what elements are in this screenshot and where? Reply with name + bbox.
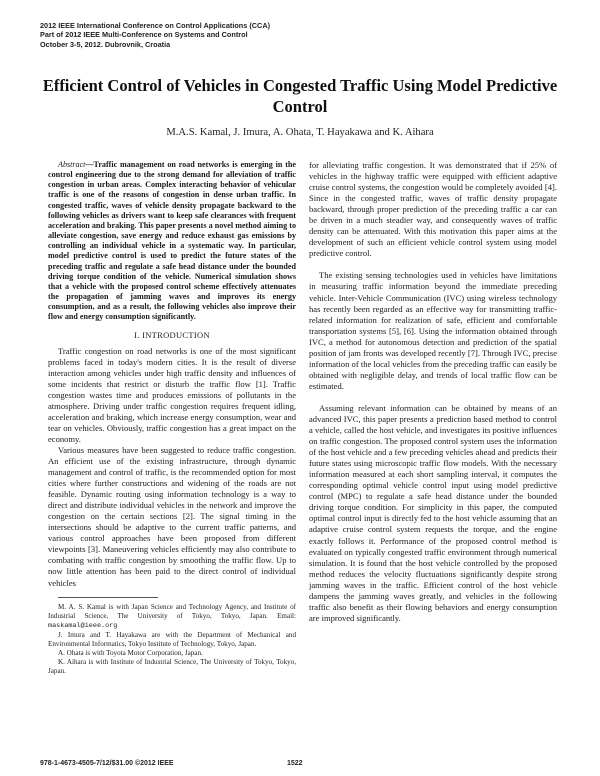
conference-line-1: 2012 IEEE International Conference on Control Applications (CCA) xyxy=(40,21,271,30)
intro-paragraph-2: Various measures have been suggested to reduce traffic congestion. An efficient use of the existing infrastructure, through dynamic management and control of traffic, is the recommended option for most cities where further constructions and widening of the roads are not feasible. Dynamic routing using information technology is a way to direct and distribute individual vehicles in the network and improve the congestion on the certain sections [2]. The signal timing in the intersections should be adaptive to the current traffic patterns, and various control approaches have been proposed from different viewpoints [3]. Maneuvering vehicles efficiently may also contribute to combating with traffic congestion by smoothing the traffic flow. Up to now little attention has been paid to the direct control of individual vehicles xyxy=(48,444,296,588)
abstract-lead: Abstract xyxy=(58,160,86,169)
footnote-4: K. Aihara is with Institute of Industrial Science, The University of Tokyo, Tokyo, Japan. xyxy=(48,658,296,676)
footnote-1 xyxy=(48,603,296,631)
conference-line-3: October 3-5, 2012. Dubrovnik, Croatia xyxy=(40,39,171,49)
author-list: M.A.S. Kamal, J. Imura, A. Ohata, T. Hayakawa and K. Aihara xyxy=(166,127,434,138)
right-paragraph-2: The existing sensing technologies used in vehicles have limitations in measuring traffic information beyond the immediate preceding vehicle. Inter-Vehicle Communication (IVC) using wireless technology has recently been regarded as an effective way for transmitting traffic-related information for realization of safe, efficient and comfortable transportation systems [5], [6]. Using the information obtained through IVC, a method for autonomous detection and prediction of the spatial position of jam fronts was developed recently [7]. Through IVC, precise information of the local vehicles from the preceding traffic can easily be obtained with negligible delay, and trends of local traffic flow can be estimated. xyxy=(309,270,557,391)
right-paragraph-1: for alleviating traffic congestion. It was demonstrated that if 25% of vehicles in the highway traffic were equipped with efficient adaptive cruise control systems, the congestion would be completely avoided [4]. Since in the congested traffic, waves of traffic density propagate backward, through proper prediction of the preceding traffic a car can be driven in a much steadier way, and consequently waves of traffic density can be attenuated. With this motivation this paper aims at the development of such an efficient vehicle control system using model predictive control. xyxy=(309,160,557,259)
paragraph-gap xyxy=(309,259,557,270)
abstract xyxy=(48,160,296,323)
section-heading-introduction: I. INTRODUCTION xyxy=(134,329,210,340)
paragraph-gap xyxy=(309,392,557,403)
footnote-1-text: M. A. S. Kamal is with Japan Science and Technology Agency, and Institute of Industrial Science, The University of Tokyo, Tokyo, Japan. Email: xyxy=(48,602,296,620)
conference-header xyxy=(40,21,560,49)
paper-title: Efficient Control of Vehicles in Congested Traffic Using Model Predictive Control xyxy=(42,76,558,116)
right-column xyxy=(309,160,557,624)
footnote-rule xyxy=(58,597,158,598)
footnote-3: A. Ohata is with Toyota Motor Corporation, Japan. xyxy=(58,649,203,658)
right-paragraph-3: Assuming relevant information can be obtained by means of an advanced IVC, this paper presents a prediction based method to control a vehicle, called the host vehicle, and investigates its positive influences on traffic congestion. The proposed control system uses the information of the host vehicle and a few preceding vehicles ahead and predicts their future states using microscopic traffic flow models. With the necessary information measured at each short sampling interval, it computes the corresponding optimal vehicle control input using model predictive control (MPC) to regulate a safe head distance under the bounded driving torque condition. For simplicity in this paper, the computed optimal control input is directly fed to the host vehicle assuming that an adaptive cruise control system requests the torque, and the engine exactly follows it. Performance of the proposed control method is evaluated on typically congested traffic environment through numerical simulation. It is found that the host vehicle controlled by the proposed method reduces the velocity fluctuations significantly despite strong jamming waves in the traffic. Efficient control of the host vehicle dampens the jamming waves greatly, and vehicles in the following traffic also benefit as their flowing behaviors and energy consumption are improved significantly. xyxy=(309,402,557,623)
page-number: 1522 xyxy=(287,760,303,767)
author-email-link[interactable]: maskamal@ieee.org xyxy=(48,621,118,630)
isbn-copyright: 978-1-4673-4505-7/12/$31.00 ©2012 IEEE xyxy=(40,760,174,767)
left-column xyxy=(48,160,296,676)
abstract-body: —Traffic management on road networks is emerging in the control engineering due to the strong demand for alleviation of traffic congestion in urban areas. Complex interacting behavior of vehicular traffic is one of the reasons of congestion in dense urban traffic. In congested traffic, waves of vehicle density propagate backward to the following vehicles as drivers want to keep safe clearances with frequent acceleration and braking. This paper presents a novel method aiming to alleviate congestion, save energy and reduce exhaust gas emissions by controlling an individual vehicle in a systematic way. In particular, model predictive control is used to predict the future states of the preceding traffic and regulate a safe head distance under the bounded driving torque condition of the vehicle. Numerical simulation shows that a vehicle with the proposed control scheme effectively attenuates the propagation of jamming waves and improves its energy consumption, and as a result, the following vehicles also improve their flow and energy consumption significantly. xyxy=(48,160,296,322)
footnote-2: J. Imura and T. Hayakawa are with the Department of Mechanical and Environmental Informatics, Tokyo Institute of Technology, Tokyo, Japan. xyxy=(48,630,296,648)
conference-line-2: Part of 2012 IEEE Multi-Conference on Systems and Control xyxy=(40,30,248,40)
intro-paragraph-1: Traffic congestion on road networks is one of the most significant problems faced in today's modern cities. It is the result of diverse interaction among vehicles under high traffic density and influences of some incidents that restrict or disturb the traffic flow [1]. Traffic congestion wastes time and produces emissions of pollutants in the atmosphere. Driving under traffic congestion requires frequent idling, acceleration and braking, which increase energy consumption, wear and tear on vehicles. Obviously, traffic congestion has a great impact on the economy. xyxy=(48,345,296,444)
